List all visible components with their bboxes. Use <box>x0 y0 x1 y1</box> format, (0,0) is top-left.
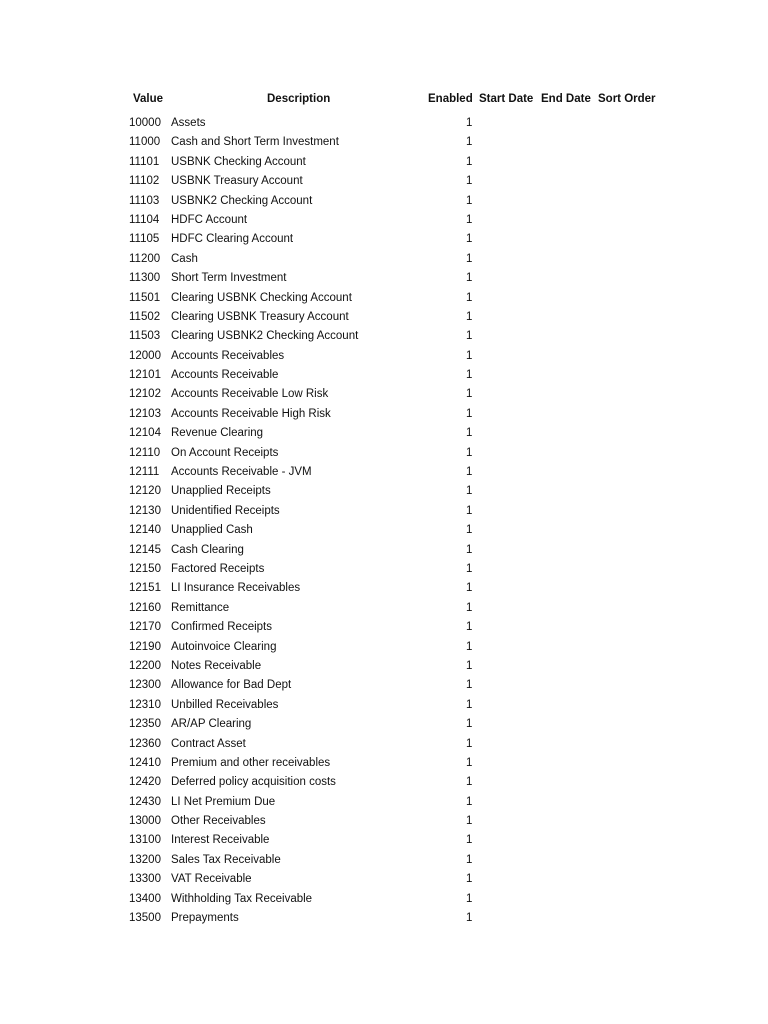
cell-enabled: 1 <box>466 407 473 420</box>
cell-enabled: 1 <box>466 737 473 750</box>
cell-enabled: 1 <box>466 524 473 537</box>
table-row <box>0 308 768 327</box>
table-row <box>0 502 768 521</box>
table-row <box>0 192 768 211</box>
table-row <box>0 676 768 695</box>
cell-description: Remittance <box>171 601 230 614</box>
cell-description: Sales Tax Receivable <box>171 853 281 866</box>
header-value: Value <box>133 93 164 105</box>
table-row <box>0 754 768 773</box>
cell-description: Unidentified Receipts <box>171 504 280 517</box>
table-row <box>0 211 768 230</box>
table-row <box>0 366 768 385</box>
table-row <box>0 133 768 152</box>
header-enabled: Enabled <box>428 93 473 105</box>
cell-enabled: 1 <box>466 349 473 362</box>
table-row <box>0 638 768 657</box>
cell-value: 12120 <box>129 485 161 498</box>
table-row <box>0 812 768 831</box>
cell-value: 11502 <box>129 310 161 323</box>
cell-enabled: 1 <box>466 640 473 653</box>
cell-value: 12160 <box>129 601 161 614</box>
cell-description: Unapplied Receipts <box>171 485 271 498</box>
cell-description: LI Insurance Receivables <box>171 582 301 595</box>
cell-value: 10000 <box>129 117 161 129</box>
table-row <box>0 463 768 482</box>
cell-enabled: 1 <box>466 252 473 265</box>
cell-value: 12410 <box>129 756 161 769</box>
cell-value: 12101 <box>129 369 161 382</box>
cell-description: Unapplied Cash <box>171 524 253 537</box>
cell-description: USBNK Treasury Account <box>171 175 303 188</box>
table-row <box>0 521 768 540</box>
cell-enabled: 1 <box>466 427 473 440</box>
cell-value: 12190 <box>129 640 161 653</box>
cell-enabled: 1 <box>466 582 473 595</box>
table-row <box>0 560 768 579</box>
cell-description: Assets <box>171 117 206 129</box>
cell-enabled: 1 <box>466 233 473 246</box>
table-row <box>0 405 768 424</box>
table-row <box>0 773 768 792</box>
cell-enabled: 1 <box>466 873 473 886</box>
cell-description: Other Receivables <box>171 815 266 828</box>
cell-enabled: 1 <box>466 175 473 188</box>
table-row <box>0 444 768 463</box>
cell-value: 13200 <box>129 853 161 866</box>
cell-description: On Account Receipts <box>171 446 279 459</box>
cell-value: 12300 <box>129 679 161 692</box>
cell-enabled: 1 <box>466 756 473 769</box>
cell-value: 11503 <box>129 330 161 343</box>
cell-value: 12110 <box>129 446 161 459</box>
table-row <box>0 735 768 754</box>
table-row <box>0 269 768 288</box>
cell-value: 12151 <box>129 582 161 595</box>
cell-enabled: 1 <box>466 194 473 207</box>
cell-value: 13100 <box>129 834 161 847</box>
cell-value: 11501 <box>129 291 161 304</box>
cell-value: 11104 <box>129 213 160 226</box>
cell-value: 11300 <box>129 272 161 285</box>
cell-enabled: 1 <box>466 466 473 479</box>
table-row <box>0 715 768 734</box>
cell-value: 13400 <box>129 892 161 905</box>
table-row <box>0 541 768 560</box>
table-row <box>0 909 768 928</box>
cell-enabled: 1 <box>466 776 473 789</box>
cell-enabled: 1 <box>466 698 473 711</box>
table-row <box>0 870 768 889</box>
cell-value: 11102 <box>129 175 160 188</box>
cell-description: Revenue Clearing <box>171 427 264 440</box>
table-row <box>0 657 768 676</box>
cell-enabled: 1 <box>466 272 473 285</box>
cell-value: 11105 <box>129 233 160 246</box>
cell-enabled: 1 <box>466 795 473 808</box>
cell-value: 12103 <box>129 407 161 420</box>
table-row <box>0 793 768 812</box>
cell-value: 12130 <box>129 504 161 517</box>
cell-enabled: 1 <box>466 388 473 401</box>
table-row <box>0 114 768 133</box>
cell-description: Factored Receipts <box>171 562 265 575</box>
cell-value: 12145 <box>129 543 161 556</box>
table-row <box>0 424 768 443</box>
cell-description: Accounts Receivables <box>171 349 285 362</box>
cell-enabled: 1 <box>466 155 473 168</box>
cell-description: Clearing USBNK Treasury Account <box>171 310 349 323</box>
cell-description: Contract Asset <box>171 737 246 750</box>
cell-description: Clearing USBNK2 Checking Account <box>171 330 359 343</box>
cell-value: 11103 <box>129 194 160 207</box>
cell-value: 12310 <box>129 698 161 711</box>
header-sort-order: Sort Order <box>598 93 656 105</box>
cell-value: 13500 <box>129 912 161 925</box>
cell-value: 12150 <box>129 562 161 575</box>
table-row <box>0 172 768 191</box>
cell-value: 12170 <box>129 621 161 634</box>
cell-description: Deferred policy acquisition costs <box>171 776 336 789</box>
cell-enabled: 1 <box>466 601 473 614</box>
table-row <box>0 599 768 618</box>
cell-value: 12000 <box>129 349 161 362</box>
table-row <box>0 696 768 715</box>
cell-value: 13000 <box>129 815 161 828</box>
cell-value: 12140 <box>129 524 161 537</box>
table-row <box>0 385 768 404</box>
cell-description: Accounts Receivable - JVM <box>171 466 312 479</box>
cell-description: Withholding Tax Receivable <box>171 892 313 905</box>
table-row <box>0 890 768 909</box>
cell-value: 12111 <box>129 466 160 479</box>
cell-enabled: 1 <box>466 892 473 905</box>
table-row <box>0 831 768 850</box>
cell-value: 12420 <box>129 776 161 789</box>
table-row <box>0 579 768 598</box>
header-end-date: End Date <box>541 93 591 105</box>
cell-enabled: 1 <box>466 136 473 149</box>
table-row <box>0 347 768 366</box>
cell-enabled: 1 <box>466 679 473 692</box>
cell-value: 13300 <box>129 873 161 886</box>
cell-description: Cash <box>171 252 198 265</box>
cell-enabled: 1 <box>466 834 473 847</box>
cell-enabled: 1 <box>466 446 473 459</box>
cell-value: 11000 <box>129 136 161 149</box>
cell-description: AR/AP Clearing <box>171 718 252 731</box>
cell-description: USBNK Checking Account <box>171 155 306 168</box>
cell-enabled: 1 <box>466 659 473 672</box>
cell-description: USBNK2 Checking Account <box>171 194 313 207</box>
cell-description: LI Net Premium Due <box>171 795 276 808</box>
cell-description: HDFC Clearing Account <box>171 233 294 246</box>
cell-enabled: 1 <box>466 718 473 731</box>
cell-enabled: 1 <box>466 815 473 828</box>
table-row <box>0 289 768 308</box>
cell-description: Premium and other receivables <box>171 756 331 769</box>
cell-description: Prepayments <box>171 912 239 925</box>
table-row <box>0 851 768 870</box>
cell-description: Clearing USBNK Checking Account <box>171 291 352 304</box>
cell-value: 12102 <box>129 388 161 401</box>
cell-enabled: 1 <box>466 330 473 343</box>
cell-enabled: 1 <box>466 117 473 129</box>
cell-enabled: 1 <box>466 310 473 323</box>
header-description: Description <box>267 93 331 105</box>
cell-value: 11200 <box>129 252 161 265</box>
cell-value: 12430 <box>129 795 161 808</box>
cell-value: 12104 <box>129 427 161 440</box>
cell-value: 12350 <box>129 718 161 731</box>
cell-description: Accounts Receivable Low Risk <box>171 388 329 401</box>
cell-value: 11101 <box>129 155 160 168</box>
cell-value: 12360 <box>129 737 161 750</box>
cell-description: Interest Receivable <box>171 834 270 847</box>
cell-description: HDFC Account <box>171 213 248 226</box>
cell-description: Confirmed Receipts <box>171 621 272 634</box>
table-row <box>0 230 768 249</box>
cell-enabled: 1 <box>466 213 473 226</box>
table-row <box>0 482 768 501</box>
cell-description: Cash and Short Term Investment <box>171 136 339 149</box>
table-row <box>0 250 768 269</box>
cell-enabled: 1 <box>466 912 473 925</box>
header-start-date: Start Date <box>479 93 534 105</box>
cell-description: Accounts Receivable <box>171 369 279 382</box>
cell-enabled: 1 <box>466 621 473 634</box>
cell-enabled: 1 <box>466 562 473 575</box>
cell-enabled: 1 <box>466 853 473 866</box>
cell-enabled: 1 <box>466 504 473 517</box>
account-list <box>0 114 768 928</box>
table-row <box>0 327 768 346</box>
cell-description: Autoinvoice Clearing <box>171 640 277 653</box>
table-row <box>0 153 768 172</box>
cell-description: Unbilled Receivables <box>171 698 279 711</box>
cell-description: Accounts Receivable High Risk <box>171 407 331 420</box>
cell-enabled: 1 <box>466 543 473 556</box>
table-row <box>0 618 768 637</box>
cell-enabled: 1 <box>466 291 473 304</box>
cell-description: Short Term Investment <box>171 272 287 285</box>
cell-enabled: 1 <box>466 485 473 498</box>
cell-description: Allowance for Bad Dept <box>171 679 292 692</box>
cell-description: Cash Clearing <box>171 543 244 556</box>
table-header <box>0 93 768 111</box>
cell-description: VAT Receivable <box>171 873 252 886</box>
cell-description: Notes Receivable <box>171 659 262 672</box>
cell-enabled: 1 <box>466 369 473 382</box>
cell-value: 12200 <box>129 659 161 672</box>
